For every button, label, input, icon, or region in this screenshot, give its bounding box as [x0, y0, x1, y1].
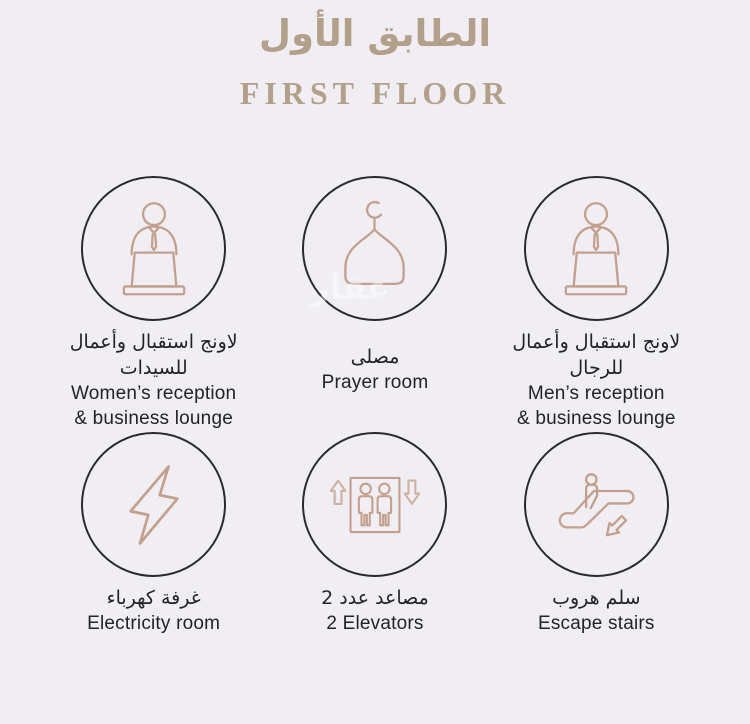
escape-stairs-icon	[524, 432, 669, 577]
down-left-arrow-icon	[607, 516, 626, 535]
legend-item-escape-stairs	[486, 432, 707, 636]
label-english-line1: Men’s reception	[527, 383, 665, 404]
label-english-line2: & business lounge	[516, 408, 676, 429]
elevators-icon	[302, 432, 447, 577]
legend-labels	[43, 329, 264, 431]
up-arrow-icon	[331, 480, 346, 503]
legend-row-2	[43, 432, 707, 636]
prayer-room-icon	[302, 176, 447, 321]
legend-labels	[321, 585, 429, 636]
label-english-line1: 2 Elevators	[326, 613, 424, 634]
label-english-line1: Women’s reception	[70, 383, 237, 404]
legend-item-prayer-room	[264, 176, 485, 431]
reception-desk-icon	[566, 203, 626, 294]
mosque-dome-icon	[345, 202, 403, 284]
legend-labels	[486, 329, 707, 431]
elevator-icon	[331, 477, 419, 531]
mens-reception-icon	[524, 176, 669, 321]
lightning-bolt-icon	[130, 466, 177, 543]
label-arabic: مصاعد عدد 2	[321, 587, 429, 609]
watermark-text: عقار	[310, 268, 391, 308]
label-arabic: سلم هروب	[552, 587, 641, 609]
label-arabic: لاونج استقبال وأعمال للرجال	[512, 331, 681, 379]
down-arrow-icon	[405, 480, 420, 503]
label-english-line2: & business lounge	[74, 408, 233, 429]
legend-row-1	[43, 176, 707, 431]
womens-reception-icon	[81, 176, 226, 321]
label-english-line1: Escape stairs	[537, 613, 655, 634]
legend-item-womens-reception	[43, 176, 264, 431]
legend-labels	[87, 585, 220, 636]
label-arabic: مصلى	[350, 345, 400, 368]
reception-desk-icon	[123, 203, 183, 294]
legend-item-mens-reception	[486, 176, 707, 431]
page-title-arabic: الطابق الأول	[258, 12, 492, 55]
label-english-line1: Prayer room	[321, 371, 429, 393]
legend-item-electricity-room	[43, 432, 264, 636]
electricity-room-icon	[81, 432, 226, 577]
label-english-line1: Electricity room	[87, 613, 221, 634]
escalator-icon	[560, 474, 634, 535]
legend-labels	[538, 585, 655, 636]
legend-labels	[322, 329, 429, 409]
label-arabic: غرفة كهرباء	[106, 587, 201, 609]
legend-item-elevators	[264, 432, 485, 636]
page-title-english: FIRST FLOOR	[239, 75, 511, 111]
label-arabic: لاونج استقبال وأعمال للسيدات	[69, 331, 238, 379]
